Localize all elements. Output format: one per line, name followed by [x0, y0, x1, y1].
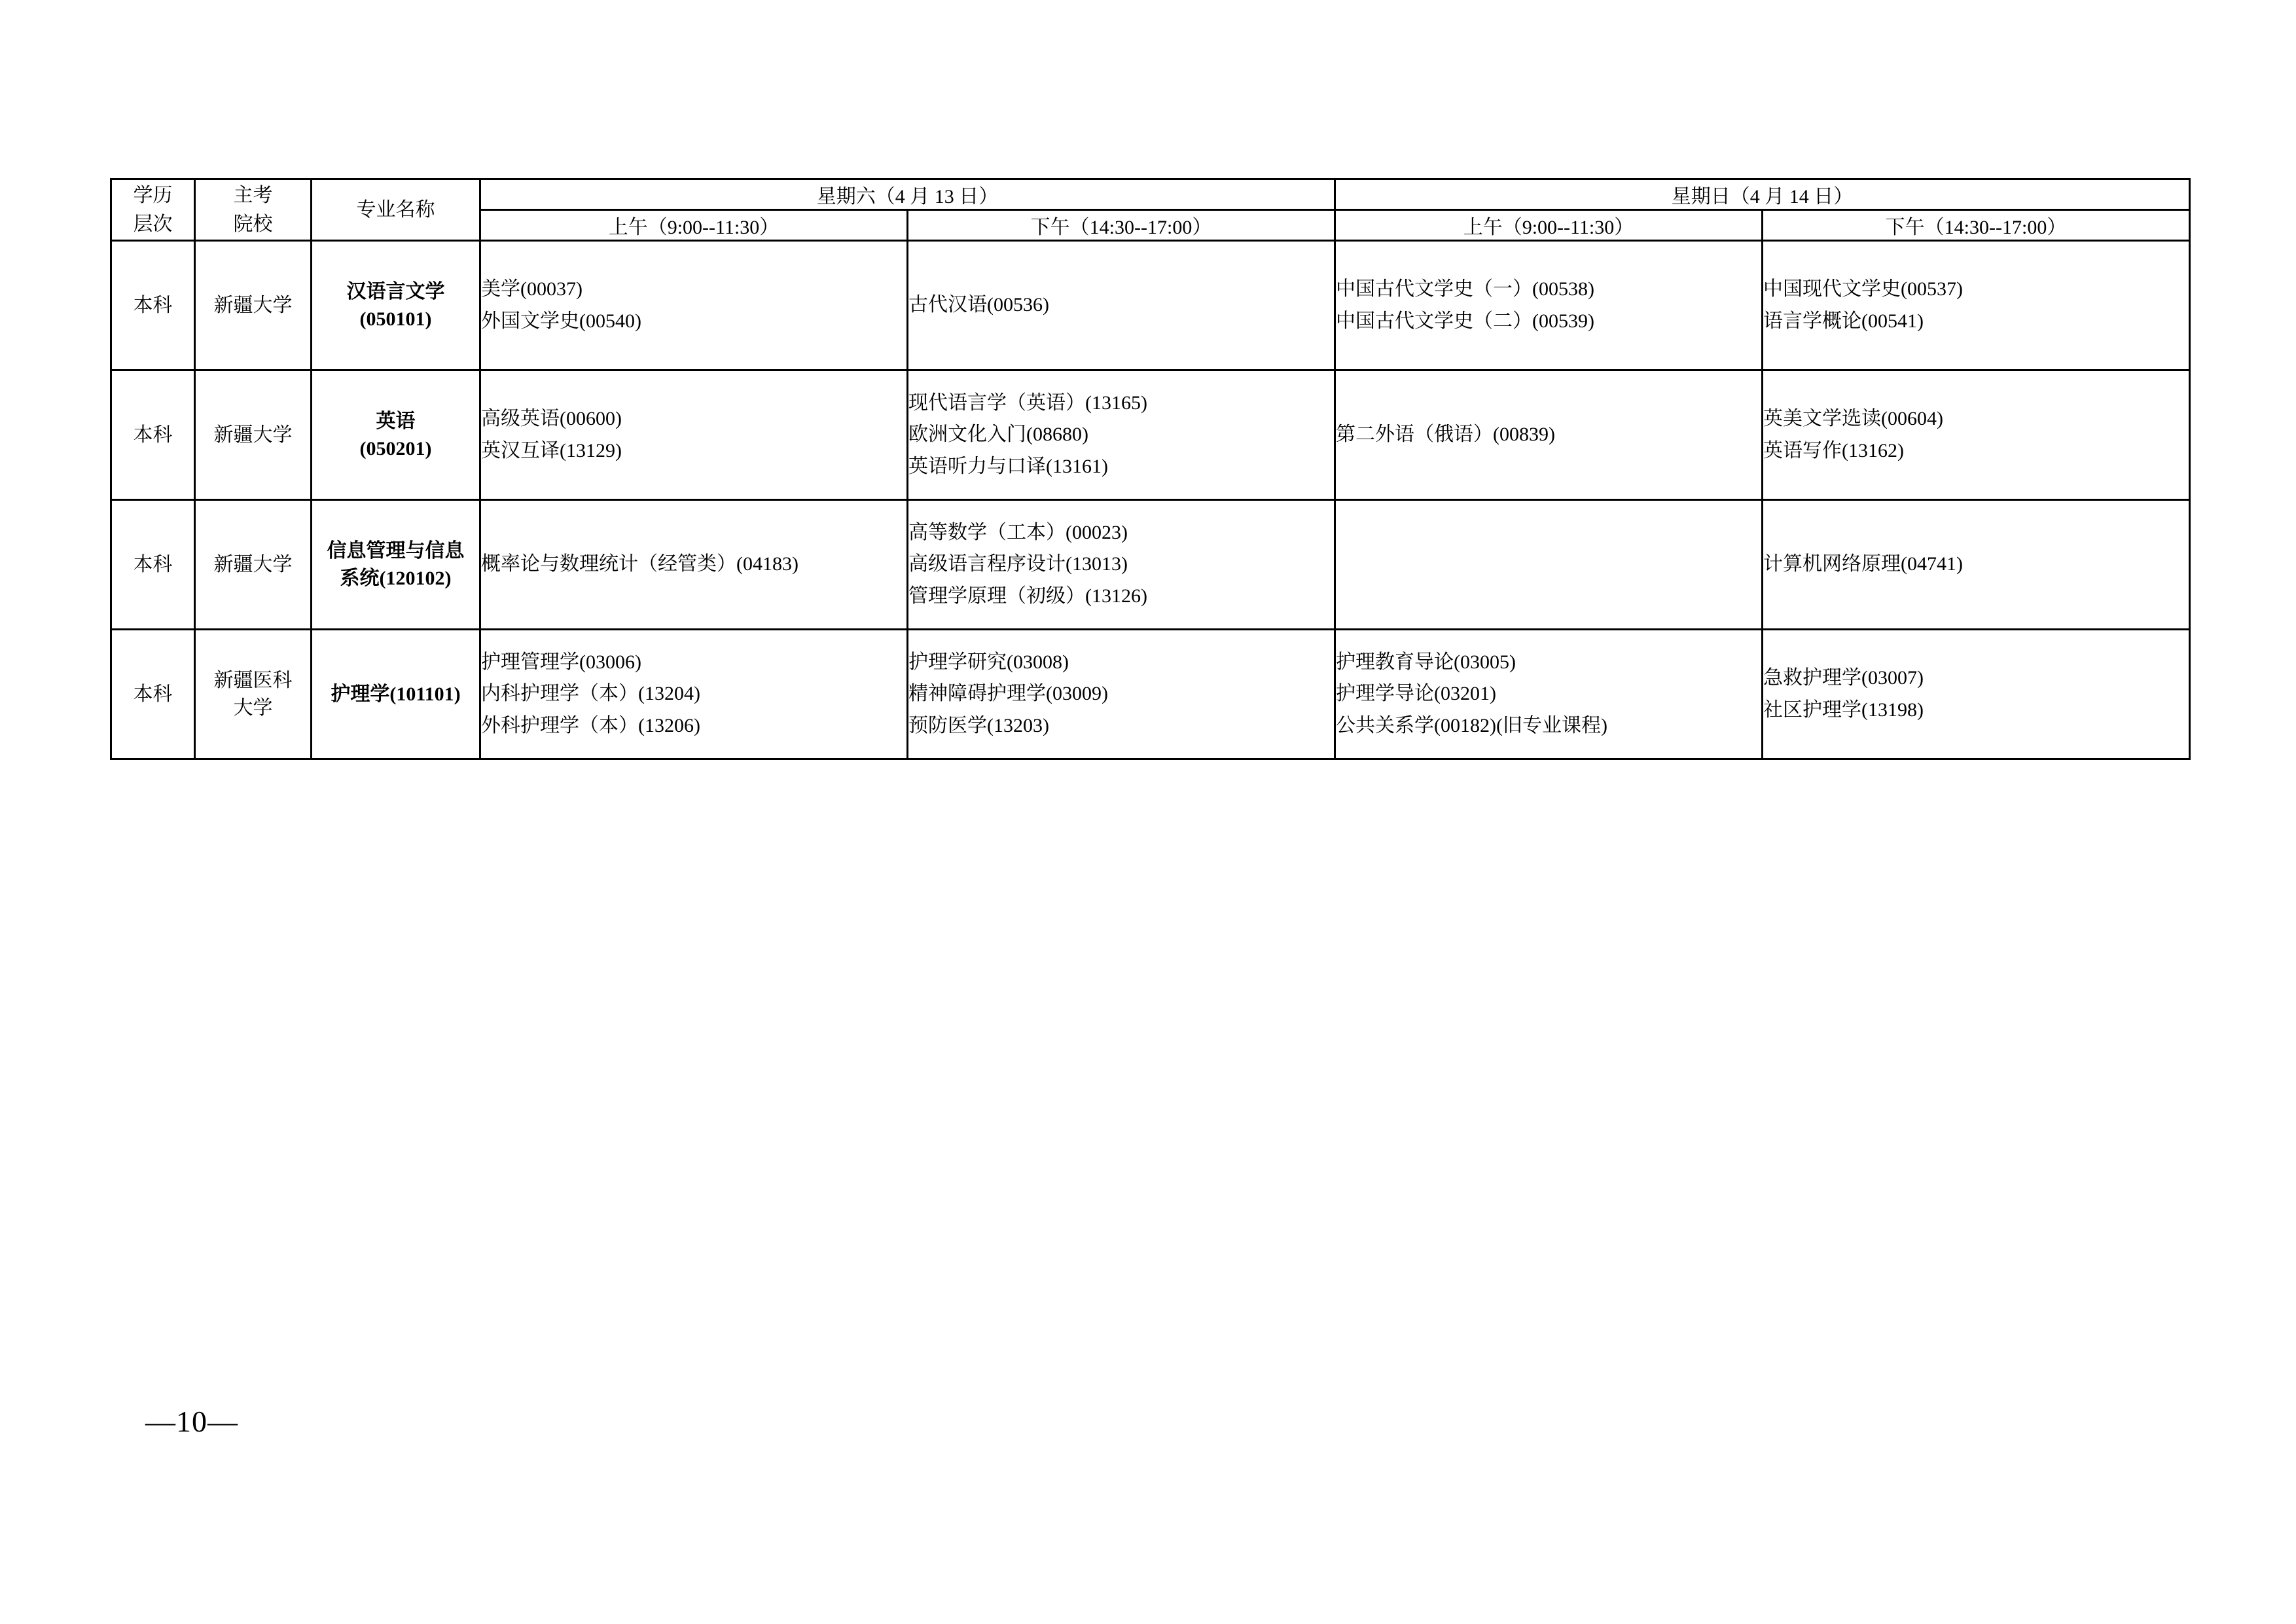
- course-item: 预防医学(13203): [908, 714, 1049, 736]
- header-school: [195, 179, 312, 241]
- course-item: 高等数学（工本）(00023): [908, 521, 1128, 543]
- header-sun-afternoon: 下午（14:30--17:00）: [1763, 210, 2190, 241]
- course-item: 管理学原理（初级）(13126): [908, 585, 1147, 607]
- cell-level: 本科: [111, 241, 195, 370]
- course-item: 护理教育导论(03005): [1336, 651, 1516, 673]
- course-item: 护理管理学(03006): [481, 651, 641, 673]
- course-item: 急救护理学(03007): [1763, 666, 1924, 689]
- header-saturday: 星期六（4 月 13 日）: [480, 179, 1335, 210]
- course-item: 英汉互译(13129): [481, 439, 622, 461]
- cell-school: 新疆大学: [195, 500, 312, 630]
- header-level-line2: 层次: [133, 213, 173, 235]
- course-item: 高级语言程序设计(13013): [908, 553, 1128, 575]
- header-sat-morning: 上午（9:00--11:30）: [480, 210, 908, 241]
- table-header: [111, 179, 2190, 241]
- major-code: 系统(120102): [340, 567, 452, 589]
- cell-sun-afternoon: [1763, 500, 2190, 630]
- course-item: 语言学概论(00541): [1763, 310, 1924, 332]
- cell-sat-morning: [480, 241, 908, 370]
- page-number: —10—: [145, 1405, 238, 1438]
- cell-sat-afternoon: [908, 630, 1335, 759]
- table-row: [111, 370, 2190, 500]
- school-line1: 新疆医科: [213, 669, 293, 691]
- cell-major: [312, 370, 480, 500]
- cell-level: 本科: [111, 500, 195, 630]
- course-item: 中国古代文学史（二）(00539): [1336, 310, 1594, 332]
- course-item: 第二外语（俄语）(00839): [1336, 424, 1555, 446]
- cell-sat-afternoon: [908, 370, 1335, 500]
- cell-sun-morning: [1335, 370, 1763, 500]
- course-item: 中国古代文学史（一）(00538): [1336, 278, 1594, 300]
- course-item: 外科护理学（本）(13206): [481, 714, 700, 736]
- cell-sat-morning: [480, 370, 908, 500]
- table-row: [111, 500, 2190, 630]
- header-row-day: [111, 179, 2190, 210]
- cell-school: 新疆大学: [195, 370, 312, 500]
- header-school-line1: 主考: [233, 185, 273, 206]
- course-item: 精神障碍护理学(03009): [908, 683, 1108, 705]
- course-item: 计算机网络原理(04741): [1763, 553, 1963, 575]
- cell-sat-morning: [480, 500, 908, 630]
- course-item: 欧洲文化入门(08680): [908, 424, 1088, 446]
- exam-schedule-table: [110, 178, 2191, 760]
- cell-school: 新疆大学: [195, 241, 312, 370]
- course-item: 内科护理学（本）(13204): [481, 683, 700, 705]
- course-item: 社区护理学(13198): [1763, 698, 1924, 721]
- major-code: (050201): [359, 437, 432, 460]
- major-name: 信息管理与信息: [327, 539, 465, 562]
- cell-major: [312, 630, 480, 759]
- cell-sun-morning: [1335, 630, 1763, 759]
- course-item: 护理学研究(03008): [908, 651, 1069, 673]
- cell-sun-afternoon: [1763, 241, 2190, 370]
- header-sat-afternoon: 下午（14:30--17:00）: [908, 210, 1335, 241]
- course-item: 概率论与数理统计（经管类）(04183): [481, 553, 798, 575]
- course-item: 中国现代文学史(00537): [1763, 278, 1963, 300]
- major-name: 英语: [376, 410, 416, 432]
- course-item: 现代语言学（英语）(13165): [908, 391, 1147, 414]
- table-body: [111, 241, 2190, 759]
- cell-sun-morning: [1335, 241, 1763, 370]
- school-line2: 大学: [233, 696, 273, 719]
- course-item: 英语听力与口译(13161): [908, 455, 1108, 477]
- course-item: 英语写作(13162): [1763, 439, 1904, 461]
- header-level: [111, 179, 195, 241]
- course-item: 美学(00037): [481, 278, 583, 300]
- course-item: 外国文学史(00540): [481, 310, 641, 332]
- cell-sat-morning: [480, 630, 908, 759]
- table-row: [111, 630, 2190, 759]
- course-item: 护理学导论(03201): [1336, 683, 1496, 705]
- cell-sat-afternoon: [908, 241, 1335, 370]
- header-level-line1: 学历: [133, 185, 173, 206]
- cell-level: 本科: [111, 370, 195, 500]
- course-item: 古代汉语(00536): [908, 294, 1049, 316]
- header-sunday: 星期日（4 月 14 日）: [1335, 179, 2190, 210]
- header-sun-morning: 上午（9:00--11:30）: [1335, 210, 1763, 241]
- major-name: 汉语言文学: [346, 280, 445, 302]
- header-major: 专业名称: [312, 179, 480, 241]
- cell-sat-afternoon: [908, 500, 1335, 630]
- major-name: 护理学(101101): [331, 683, 461, 705]
- cell-major: [312, 241, 480, 370]
- course-item: 英美文学选读(00604): [1763, 407, 1943, 429]
- cell-sun-afternoon: [1763, 370, 2190, 500]
- cell-sun-afternoon: [1763, 630, 2190, 759]
- cell-major: [312, 500, 480, 630]
- cell-sun-morning: [1335, 500, 1763, 630]
- cell-school: [195, 630, 312, 759]
- major-code: (050101): [359, 308, 432, 330]
- header-school-line2: 院校: [233, 213, 273, 235]
- table-row: [111, 241, 2190, 370]
- course-item: 公共关系学(00182)(旧专业课程): [1336, 714, 1607, 736]
- course-item: 高级英语(00600): [481, 407, 622, 429]
- cell-level: 本科: [111, 630, 195, 759]
